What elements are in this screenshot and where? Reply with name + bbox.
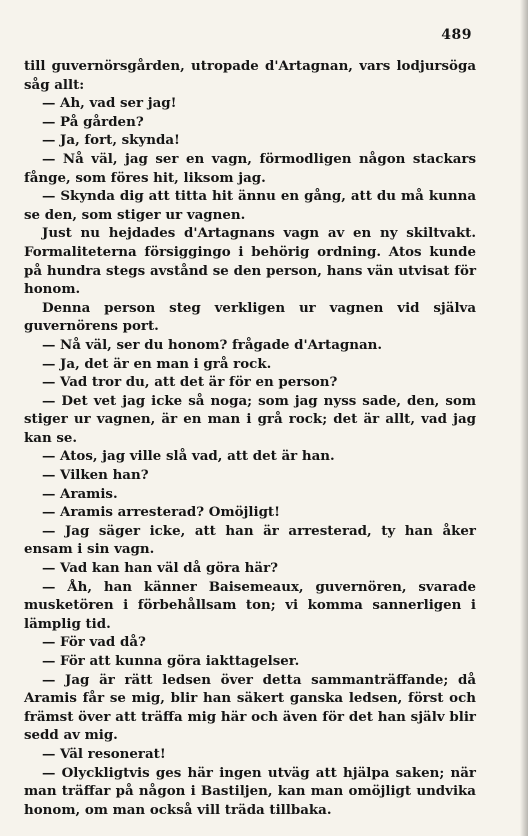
paragraph: — Olyckligtvis ges här ingen utväg att hjälpa saken; när man träffar på någon i Bastiljen, kan man omöjligt undvika honom, om man också vill träda tillbaka. [24, 764, 476, 818]
paragraph: — Skynda dig att titta hit ännu en gång, att du må kunna se den, som stiger ur vagnen. [24, 188, 476, 223]
paragraph: — Ah, vad ser jag! [42, 95, 177, 112]
paragraph: — Ja, det är en man i grå rock. [42, 355, 272, 372]
paragraph: — För att kunna göra iakttagelser. [42, 653, 300, 669]
paragraph: — Jag är rätt ledsen över detta sammanträffande; då Aramis får se mig, blir han säkert ganska ledsen, först och främst över att träffa mig här och även för det han själv blir sedd av mig. [24, 671, 476, 744]
paragraph: — Aramis arresterad? Omöjligt! [42, 504, 280, 521]
paragraph: — Atos, jag ville slå vad, att det är han. [42, 448, 335, 465]
paragraph: Just nu hejdades d'Artagnans vagn av en ny skiltvakt. Formaliteterna försiggingo i behörig ordning. Atos kunde på hundra stegs avstånd se den person, hans vän utvisat för honom. [24, 225, 476, 298]
paragraph: till guvernörsgården, utropade d'Artagnan, vars lodjursöga såg allt: [24, 58, 476, 93]
paragraph: — På gården? [42, 113, 144, 130]
paragraph: — Vad tror du, att det är för en person? [42, 374, 338, 391]
paragraph: — Ja, fort, skynda! [42, 132, 180, 149]
paragraph: — Aramis. [42, 485, 118, 502]
paragraph: Denna person steg verkligen ur vagnen vid själva guvernörens port. [24, 299, 476, 335]
paragraph: — Väl resonerat! [42, 745, 166, 762]
paragraph: — Nå väl, ser du honom? frågade d'Artagnan. [42, 336, 383, 353]
body-text [24, 57, 476, 819]
page-edge-shadow [520, 0, 528, 836]
paragraph: — Åh, han känner Baisemeaux, guvernören, svarade musketören i förbehållsam ton; vi komma sannerligen i lämplig tid. [24, 578, 476, 632]
paragraph: — Nå väl, jag ser en vagn, förmodligen någon stackars fånge, som föres hit, liksom jag. [24, 150, 476, 186]
paragraph: — Vilken han? [42, 467, 149, 484]
paragraph: — Vad kan han väl då göra här? [42, 560, 278, 577]
paragraph: — Jag säger icke, att han är arresterad, ty han åker ensam i sin vagn. [24, 522, 476, 558]
paragraph: — För vad då? [42, 634, 146, 651]
paragraph: — Det vet jag icke så noga; som jag nyss sade, den, som stiger ur vagnen, är en man i grå rock; det är allt, vad jag kan se. [24, 392, 476, 446]
page-number: 489 [441, 27, 472, 43]
